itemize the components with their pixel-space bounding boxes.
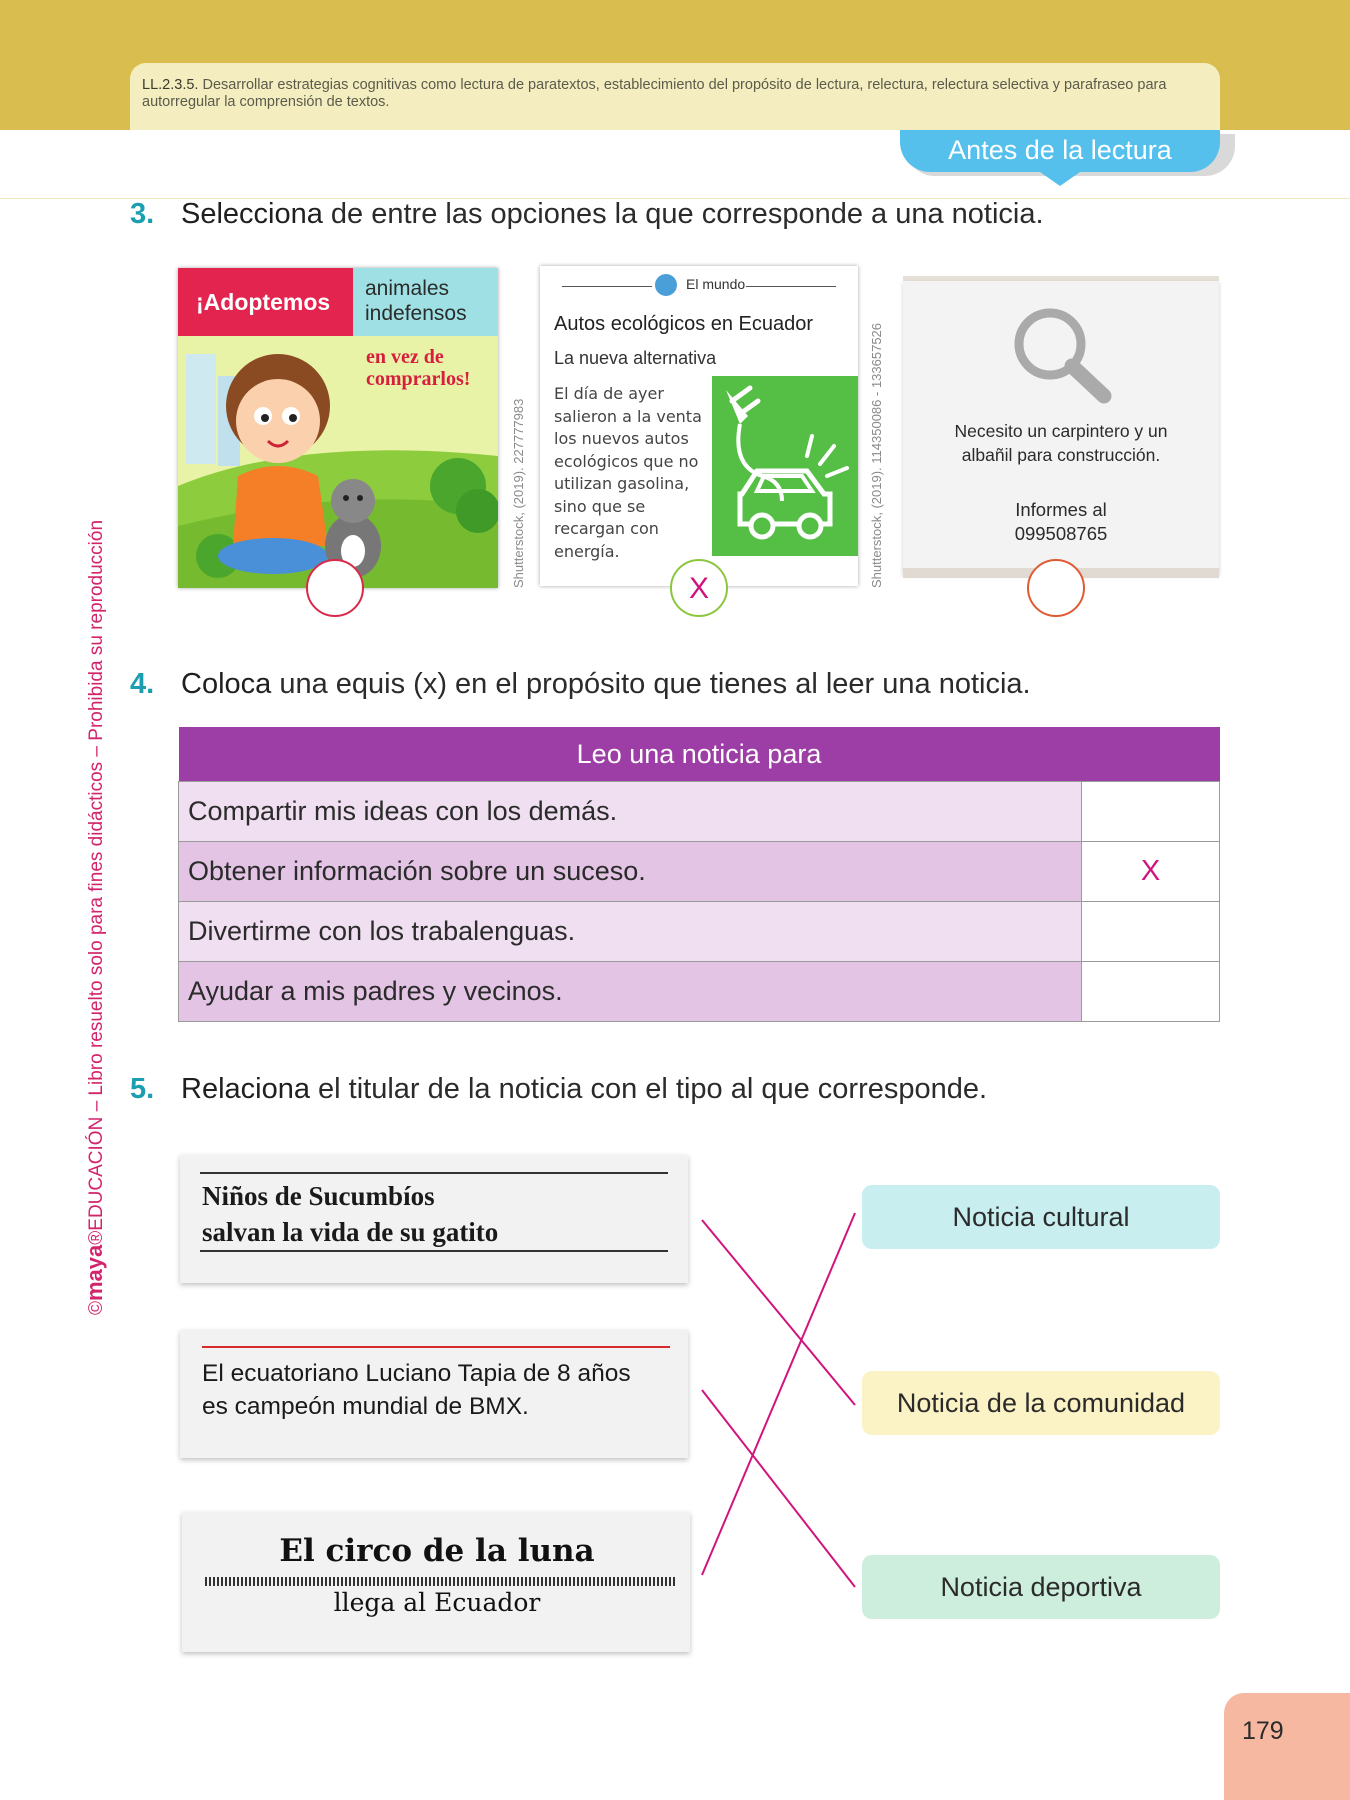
match-line-1: [702, 1220, 855, 1405]
page-number-tab: [1224, 1693, 1350, 1800]
type-cultural[interactable]: Noticia cultural: [862, 1185, 1220, 1249]
news-body: El día de ayer salieron a la venta los nuevos autos ecológicos que no utilizan gasolina, sino que se recargan con energía.: [554, 384, 702, 561]
match-line-3: [702, 1213, 855, 1575]
row-mark-cell[interactable]: X: [1082, 842, 1220, 902]
row-label: Compartir mis ideas con los demás.: [179, 782, 1082, 842]
question-3-verb: Selecciona: [181, 198, 323, 230]
row-label: Divertirme con los trabalenguas.: [179, 902, 1082, 962]
masthead: El mundo: [686, 276, 746, 292]
match-line-2: [702, 1390, 855, 1587]
side-text-rest: EDUCACIÓN – Libro resuelto solo para fines didácticos – Prohibida su reproducción: [86, 519, 107, 1231]
row-label: Obtener información sobre un suceso.: [179, 842, 1082, 902]
headline-3-subtitle: llega al Ecuador: [333, 1588, 541, 1617]
ad-phone: 099508765: [1014, 523, 1108, 544]
copyright-symbol: ©: [86, 1301, 107, 1315]
headline-1-line-1: Niños de Sucumbíos: [202, 1181, 435, 1211]
headline-2-line-2: es campeón mundial de BMX.: [202, 1393, 529, 1420]
ad-text: Necesito un carpintero y un albañil para construcción.: [954, 421, 1168, 465]
question-5-number: 5.: [130, 1073, 155, 1105]
question-4-instruction: una equis (x) en el propósito que tienes al leer una noticia.: [271, 668, 1031, 700]
option-2-credit: Shutterstock, (2019). 114350086 - 133657526: [869, 322, 884, 588]
poster-red-banner: ¡Adoptemos: [178, 268, 353, 336]
poster-slogan: en vez de comprarlos!: [366, 346, 471, 390]
table-header: Leo una noticia para: [179, 727, 1220, 782]
ad-contact-label: Informes al: [1015, 499, 1107, 520]
headline-2-line-1: El ecuatoriano Luciano Tapia de 8 años: [202, 1360, 631, 1387]
option-2-answer-circle[interactable]: X: [670, 559, 728, 617]
type-sports[interactable]: Noticia deportiva: [862, 1555, 1220, 1619]
page-number: 179: [1242, 1717, 1284, 1745]
question-5-verb: Relaciona: [181, 1073, 310, 1105]
skill-code: LL.2.3.5.: [142, 77, 199, 93]
type-community[interactable]: Noticia de la comunidad: [862, 1371, 1220, 1435]
brand-name: maya: [82, 1244, 107, 1301]
headline-3-title: El circo de la luna: [279, 1533, 595, 1569]
question-3-instruction: de entre las opciones la que corresponde a una noticia.: [322, 198, 1044, 230]
news-subtitle: La nueva alternativa: [554, 348, 717, 368]
question-4-number: 4.: [130, 668, 155, 700]
skill-text: Desarrollar estrategias cognitivas como lectura de paratextos, establecimiento del propósito de lectura, relectura, relectura selectiva y parafraseo para autorregular la comprensión de textos.: [142, 77, 1167, 110]
question-5-instruction: el titular de la noticia con el tipo al que corresponde.: [309, 1073, 988, 1105]
news-title: Autos ecológicos en Ecuador: [554, 313, 814, 335]
poster-teal-banner: animales indefensos: [353, 268, 498, 336]
row-label: Ayudar a mis padres y vecinos.: [179, 962, 1082, 1022]
option-1-credit: Shutterstock, (2019). 227777983: [511, 398, 526, 588]
headline-1-line-2: salvan la vida de su gatito: [202, 1217, 499, 1247]
section-tab: Antes de la lectura: [900, 130, 1220, 172]
question-4-verb: Coloca: [181, 668, 272, 700]
question-3-number: 3.: [130, 198, 155, 230]
registered-symbol: ®: [86, 1230, 107, 1245]
